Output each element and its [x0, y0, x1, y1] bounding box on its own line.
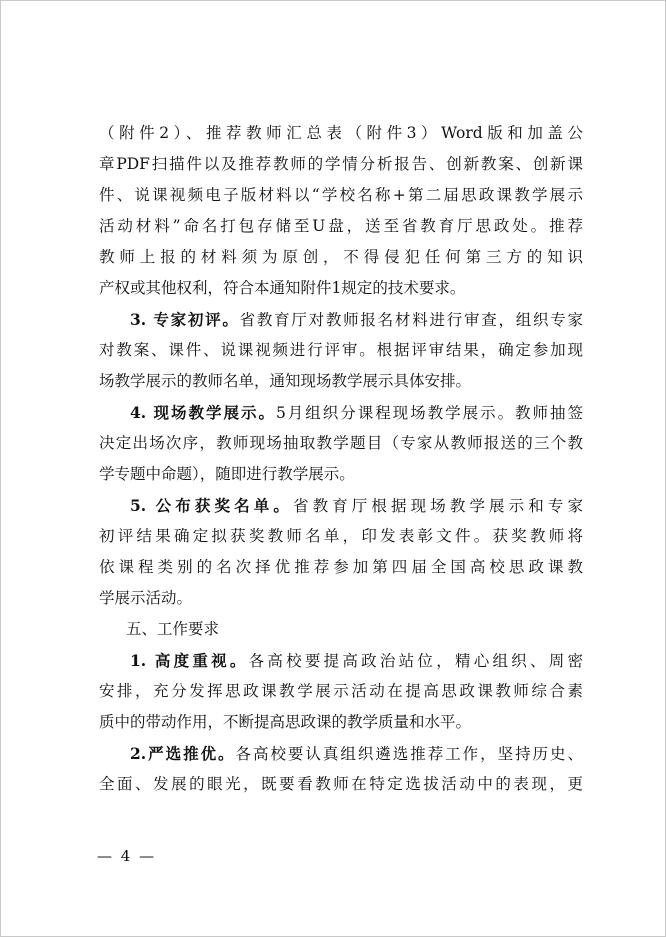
line-text: 省教育厅根据现场教学展示和专家: [292, 497, 583, 515]
paragraph-line: [99, 180, 583, 211]
section-heading-line: [99, 304, 583, 335]
bold-heading: 5. 公布获奖名单。: [130, 496, 293, 515]
line-text: （附件2）、推荐教师汇总表（附件3）Word版和加盖公: [99, 124, 583, 142]
line-text: 学展示活动。: [99, 589, 193, 607]
line-text: 省教育厅对教师报名材料进行审查，组织专家: [239, 311, 583, 329]
bold-heading: 3. 专家初评。: [130, 310, 240, 329]
line-text: 五、工作要求: [126, 620, 220, 638]
section-title: [99, 614, 583, 645]
line-text: 产权或其他权利，符合本通知附件1规定的技术要求。: [99, 279, 466, 297]
paragraph-line: [99, 118, 583, 149]
line-text: 质中的带动作用，不断提高思政课的教学质量和水平。: [99, 713, 472, 731]
line-text: 章PDF扫描件以及推荐教师的学情分析报告、创新教案、创新课: [99, 155, 583, 173]
section-heading-line: [99, 490, 583, 521]
section-heading-line: [99, 645, 583, 676]
line-text: 教师上报的材料须为原创，不得侵犯任何第三方的知识: [99, 248, 583, 266]
page-number: — 4 —: [97, 847, 157, 865]
paragraph-line: [99, 707, 583, 738]
line-text: 各高校要认真组织遴选推荐工作，坚持历史、: [235, 745, 583, 763]
line-text: 各高校要提高政治站位，精心组织、周密: [248, 652, 583, 670]
bold-heading: 4. 现场教学展示。: [130, 403, 276, 422]
body-text: [99, 118, 583, 800]
paragraph-line: [99, 211, 583, 242]
paragraph-line: [99, 521, 583, 552]
line-text: 活动材料”命名打包存储至U盘，送至省教育厅思政处。推荐: [99, 217, 583, 235]
line-text: 决定出场次序，教师现场抽取教学题目（专家从教师报送的三个教: [99, 434, 583, 452]
paragraph-line: [99, 459, 583, 490]
paragraph-line: [99, 769, 583, 800]
line-text: 依课程类别的名次择优推荐参加第四届全国高校思政课教: [99, 558, 583, 576]
paragraph-line: [99, 366, 583, 397]
paragraph-line: [99, 149, 583, 180]
paragraph-line: [99, 242, 583, 273]
bold-heading: 1. 高度重视。: [130, 651, 249, 670]
bold-heading: 2.严选推优。: [130, 744, 236, 763]
line-text: 安排，充分发挥思政课教学展示活动在提高思政课教师综合素: [99, 682, 583, 700]
paragraph-line: [99, 552, 583, 583]
line-text: 全面、发展的眼光，既要看教师在特定选拔活动中的表现，更: [99, 775, 583, 793]
line-text: 初评结果确定拟获奖教师名单，印发表彰文件。获奖教师将: [99, 527, 583, 545]
section-heading-line: [99, 397, 583, 428]
paragraph-line: [99, 583, 583, 614]
line-text: 场教学展示的教师名单，通知现场教学展示具体安排。: [99, 372, 472, 390]
line-text: 对教案、课件、说课视频进行评审。根据评审结果，确定参加现: [99, 341, 583, 359]
line-text: 5月组织分课程现场教学展示。教师抽签: [275, 404, 583, 422]
line-text: 学专题中命题），随即进行教学展示。: [99, 465, 355, 483]
section-heading-line: [99, 738, 583, 769]
paragraph-line: [99, 335, 583, 366]
paragraph-line: [99, 273, 583, 304]
paragraph-line: [99, 428, 583, 459]
paragraph-line: [99, 676, 583, 707]
line-text: 件、说课视频电子版材料以“学校名称+第二届思政课教学展示: [99, 186, 583, 204]
